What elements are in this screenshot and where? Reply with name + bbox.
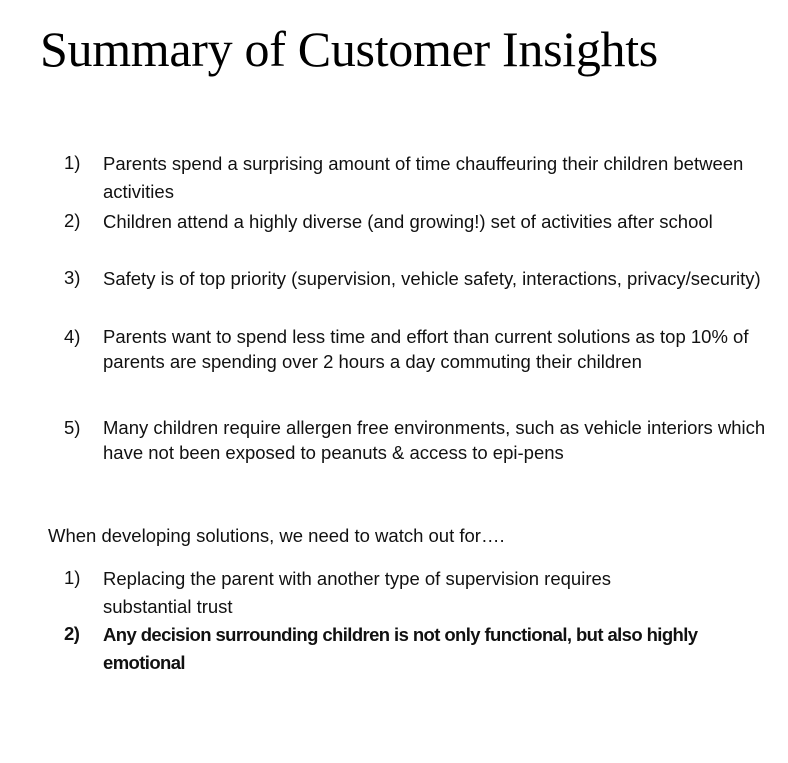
list-item-text: Children attend a highly diverse (and growing!) set of activities after school (103, 211, 713, 232)
list-item-text: Many children require allergen free environments, such as vehicle interiors which have not been exposed to peanuts & access to epi-pens (103, 417, 766, 463)
list-item-text: Replacing the parent with another type of supervision requires substantial trust (103, 568, 612, 617)
list-item-number: 1) (64, 152, 81, 173)
list-item-text: Parents want to spend less time and effort than current solutions as top 10% of parents are spending over 2 hours a day commuting their children (103, 326, 749, 372)
list-item-number: 2) (64, 210, 81, 231)
list-item-text: Parents spend a surprising amount of time chauffeuring their children between activities (103, 153, 744, 202)
list-item-number: 5) (64, 417, 81, 438)
slide-title: Summary of Customer Insights (40, 21, 658, 77)
watch-out-intro: When developing solutions, we need to watch out for…. (48, 525, 505, 546)
list-item-number: 2) (64, 623, 80, 644)
list-item-text: Safety is of top priority (supervision, vehicle safety, interactions, privacy/security) (103, 268, 761, 289)
list-item-number: 3) (64, 267, 81, 288)
list-item-number: 4) (64, 326, 81, 347)
list-item-number: 1) (64, 567, 81, 588)
list-item-text: Any decision surrounding children is not only functional, but also highly emotional (103, 624, 698, 673)
